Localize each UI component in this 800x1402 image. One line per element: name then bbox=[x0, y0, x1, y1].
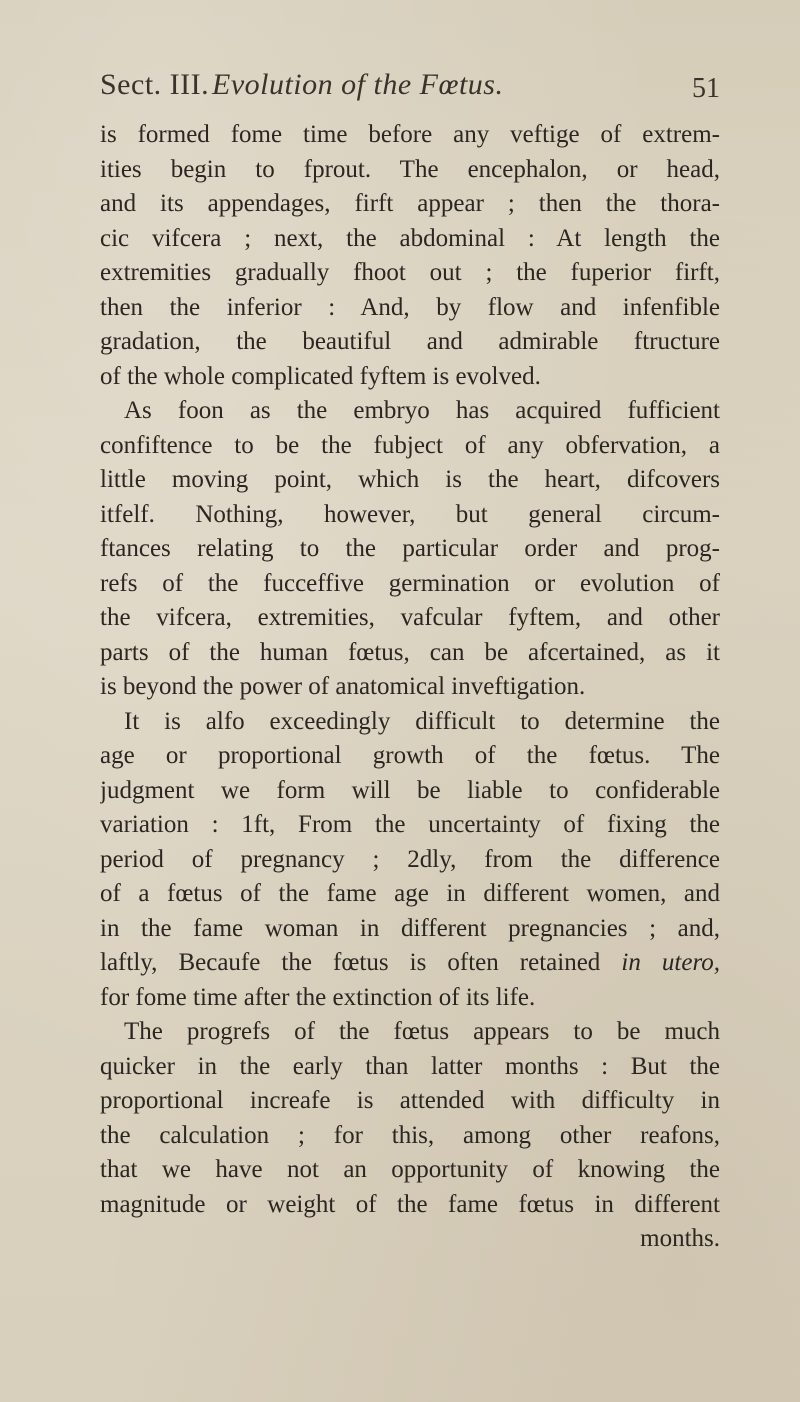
text-line: the vifcera, extremities, vafcular fyftem, and other bbox=[100, 604, 720, 631]
catchword-line: months. bbox=[640, 1225, 720, 1252]
paragraph-start: The progrefs of the fœtus appears to be much bbox=[124, 1018, 720, 1045]
text-line: that we have not an opportunity of knowing the bbox=[100, 1156, 720, 1183]
text-line: proportional increafe is attended with difficulty in bbox=[100, 1087, 720, 1114]
text-line: and its appendages, firft appear ; then the thora- bbox=[100, 190, 720, 217]
page-number: 51 bbox=[692, 73, 720, 104]
text-line: then the inferior : And, by flow and infenfible bbox=[100, 293, 720, 321]
body-text bbox=[100, 118, 720, 1257]
text-line: little moving point, which is the heart, difcovers bbox=[100, 466, 720, 493]
text-line: itfelf. Nothing, however, but general circum- bbox=[100, 500, 720, 528]
text-line: of a fœtus of the fame age in different women, and bbox=[100, 880, 720, 907]
paragraph-start: It is alfo exceedingly difficult to determine the bbox=[124, 707, 720, 735]
text-line: ities begin to fprout. The encephalon, or head, bbox=[100, 155, 720, 183]
chapter-title: Evolution of the Fœtus. bbox=[212, 68, 504, 101]
running-head bbox=[100, 60, 720, 110]
text-line bbox=[100, 946, 720, 981]
section-label: Sect. III. bbox=[100, 68, 210, 101]
paragraph-start: As foon as the embryo has acquired fufficient bbox=[124, 397, 720, 424]
text-line: is formed fome time before any veftige of extrem- bbox=[100, 121, 720, 148]
text-line: of the whole complicated fyftem is evolved. bbox=[100, 362, 541, 390]
text-line: variation : 1ft, From the uncertainty of fixing the bbox=[100, 811, 720, 838]
italic-phrase: in utero, bbox=[621, 949, 720, 976]
text-line: in the fame woman in different pregnancies ; and, bbox=[100, 914, 720, 942]
text-line: extremities gradually fhoot out ; the fuperior firft, bbox=[100, 259, 720, 286]
text-line: the calculation ; for this, among other reafons, bbox=[100, 1121, 720, 1149]
text-line: age or proportional growth of the fœtus. The bbox=[100, 742, 720, 769]
text-line: period of pregnancy ; 2dly, from the difference bbox=[100, 845, 720, 873]
text-line: ftances relating to the particular order and prog- bbox=[100, 535, 720, 562]
text-line: parts of the human fœtus, can be afcertained, as it bbox=[100, 638, 720, 666]
text-line: quicker in the early than latter months : But the bbox=[100, 1052, 720, 1080]
text-line: judgment we form will be liable to confiderable bbox=[100, 776, 720, 804]
text-line: for fome time after the extinction of its life. bbox=[100, 983, 536, 1011]
text-line: magnitude or weight of the fame fœtus in different bbox=[100, 1190, 720, 1218]
text-line: confiftence to be the fubject of any obfervation, a bbox=[100, 431, 720, 459]
text-line: cic vifcera ; next, the abdominal : At length the bbox=[100, 224, 720, 252]
text-line: refs of the fucceffive germination or evolution of bbox=[100, 569, 720, 597]
text-line: is beyond the power of anatomical inveftigation. bbox=[100, 673, 586, 700]
text-line-main: laftly, Becaufe the fœtus is often retained bbox=[100, 949, 601, 976]
text-line: gradation, the beautiful and admirable ftructure bbox=[100, 328, 720, 355]
